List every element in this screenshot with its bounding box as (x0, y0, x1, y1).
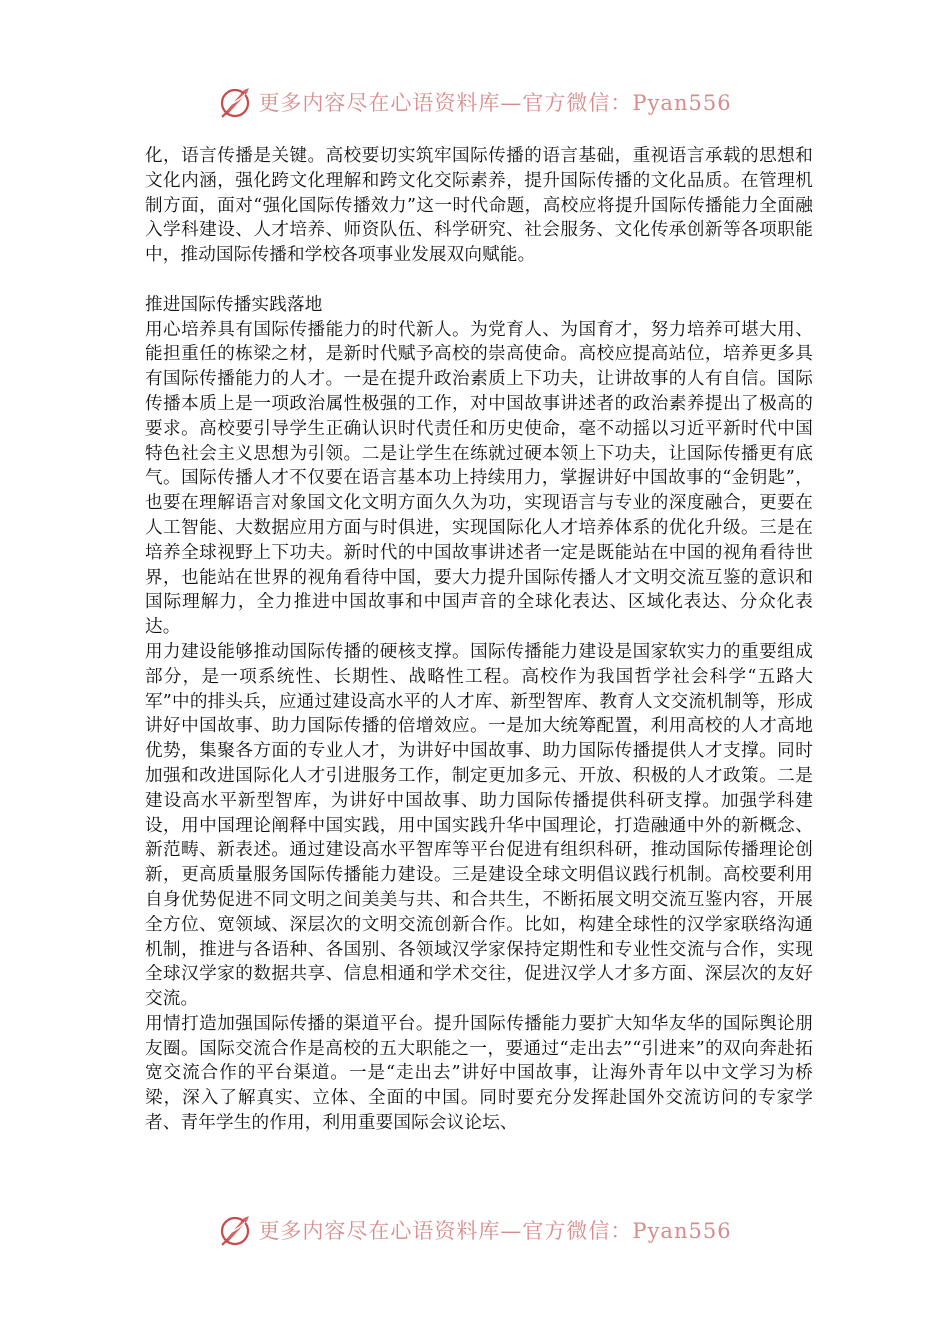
banner-text: 更多内容尽在心语资料库—官方微信：Pyan556 (258, 91, 732, 115)
paragraph: 用心培养具有国际传播能力的时代新人。为党育人、为国育才，努力培养可堪大用、能担重任的栋梁之材，是新时代赋予高校的崇高使命。高校应提高站位，培养更多具有国际传播能力的人才。一是在提升政治素质上下功夫，让讲故事的人有自信。国际传播本质上是一项政治属性极强的工作，对中国故事讲述者的政治素养提出了极高的要求。高校要引导学生正确认识时代责任和历史使命，毫不动摇以习近平新时代中国特色社会主义思想为引领。二是让学生在练就过硬本领上下功夫，让国际传播更有底气。国际传播人才不仅要在语言基本功上持续用力，掌握讲好中国故事的“金钥匙”，也要在理解语言对象国文化文明方面久久为功，实现语言与专业的深度融合，更要在人工智能、大数据应用方面与时俱进，实现国际化人才培养体系的优化升级。三是在培养全球视野上下功夫。新时代的中国故事讲述者一定是既能站在中国的视角看待世界，也能站在世界的视角看待中国，要大力提升国际传播人才文明交流互鉴的意识和国际理解力，全力推进中国故事和中国声音的全球化表达、区域化表达、分众化表达。 (145, 319, 813, 638)
paragraph: 化，语言传播是关键。高校要切实筑牢国际传播的语言基础，重视语言承载的思想和文化内涵，强化跨文化理解和跨文化交际素养，提升国际传播的文化品质。在管理机制方面，面对“强化国际传播效力”这一时代命题，高校应将提升国际传播能力全面融入学科建设、人才培养、师资队伍、科学研究、社会服务、文化传承创新等各项职能中，推动国际传播和学校各项事业发展双向赋能。 (145, 146, 813, 266)
quill-pen-logo-icon (218, 84, 254, 120)
header-banner (0, 82, 950, 122)
paragraph: 用情打造加强国际传播的渠道平台。提升国际传播能力要扩大知华友华的国际舆论朋友圈。国际交流合作是高校的五大职能之一，要通过“走出去”“引进来”的双向奔赴拓宽交流合作的平台渠道。一是“走出去”讲好中国故事，让海外青年以中文学习为桥梁，深入了解真实、立体、全面的中国。同时要充分发挥赴国外交流访问的专家学者、青年学生的作用，利用重要国际会议论坛、 (145, 1013, 813, 1134)
quill-pen-logo-icon (218, 1212, 254, 1248)
footer-banner (0, 1210, 950, 1250)
paragraph-spacer (145, 268, 813, 293)
document-body (145, 144, 813, 1136)
section-heading: 推进国际传播实践落地 (145, 294, 323, 315)
banner-text: 更多内容尽在心语资料库—官方微信：Pyan556 (258, 1219, 732, 1243)
paragraph: 用力建设能够推动国际传播的硬核支撑。国际传播能力建设是国家软实力的重要组成部分，是一项系统性、长期性、战略性工程。高校作为我国哲学社会科学“五路大军”中的排头兵，应通过建设高水平的人才库、新型智库、教育人文交流机制等，形成讲好中国故事、助力国际传播的倍增效应。一是加大统筹配置，利用高校的人才高地优势，集聚各方面的专业人才，为讲好中国故事、助力国际传播提供人才支撑。同时加强和改进国际化人才引进服务工作，制定更加多元、开放、积极的人才政策。二是建设高水平新型智库，为讲好中国故事、助力国际传播提供科研支撑。加强学科建设，用中国理论阐释中国实践，用中国实践升华中国理论，打造融通中外的新概念、新范畴、新表述。通过建设高水平智库等平台促进有组织科研，推动国际传播理论创新，更高质量服务国际传播能力建设。三是建设全球文明倡议践行机制。高校要利用自身优势促进不同文明之间美美与共、和合共生，不断拓展文明交流互鉴内容，开展全方位、宽领域、深层次的文明交流创新合作。比如，构建全球性的汉学家联络沟通机制，推进与各语种、各国别、各领域汉学家保持定期性和专业性交流与合作，实现全球汉学家的数据共享、信息相通和学术交往，促进汉学人才多方面、深层次的友好交流。 (145, 641, 813, 1010)
